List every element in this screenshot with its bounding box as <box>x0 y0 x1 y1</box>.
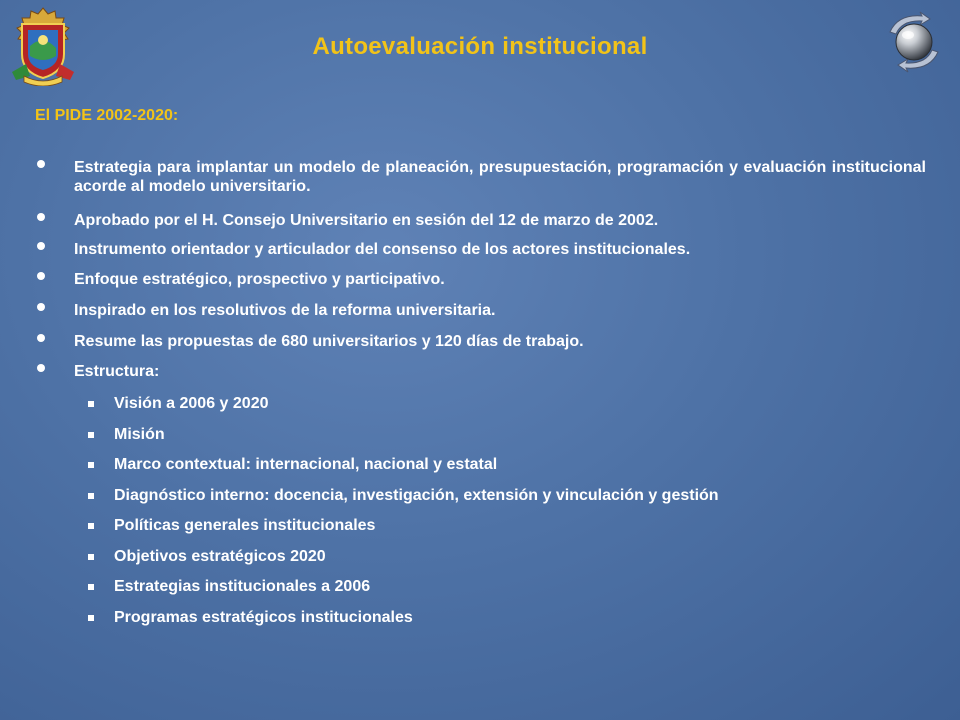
list-item: Resume las propuestas de 680 universitarios y 120 días de trabajo. <box>74 333 584 350</box>
bullet-dot <box>37 160 45 168</box>
bullet-dot <box>37 272 45 280</box>
sub-list-item: Estrategias institucionales a 2006 <box>114 578 371 595</box>
sub-bullet-square <box>88 462 94 468</box>
list-item: Enfoque estratégico, prospectivo y participativo. <box>74 271 445 288</box>
sub-bullet-square <box>88 523 94 529</box>
list-item: Estructura: <box>74 363 160 380</box>
university-logo <box>8 6 78 86</box>
list-item: Estrategia para implantar un modelo de planeación, presupuestación, programación y evaluación institucional acorde al modelo universitario. <box>74 159 926 195</box>
bullet-dot <box>37 303 45 311</box>
slide-title: Autoevaluación institucional <box>312 33 648 60</box>
sub-bullet-square <box>88 493 94 499</box>
bullet-dot <box>37 334 45 342</box>
sub-bullet-square <box>88 584 94 590</box>
sub-bullet-square <box>88 401 94 407</box>
bullet-dot <box>37 242 45 250</box>
section-subtitle: El PIDE 2002-2020: <box>35 107 179 124</box>
sub-list-item: Políticas generales institucionales <box>114 517 376 534</box>
list-item: Instrumento orientador y articulador del consenso de los actores institucionales. <box>74 241 691 258</box>
sub-bullet-square <box>88 432 94 438</box>
sub-list-item: Marco contextual: internacional, nacional y estatal <box>114 456 498 473</box>
bullet-dot <box>37 364 45 372</box>
sub-list-item: Programas estratégicos institucionales <box>114 609 413 626</box>
bullet-dot <box>37 213 45 221</box>
globe-with-arrows-icon <box>880 10 948 74</box>
sub-bullet-square <box>88 554 94 560</box>
sub-list-item: Objetivos estratégicos 2020 <box>114 548 326 565</box>
sub-list-item: Visión a 2006 y 2020 <box>114 395 269 412</box>
sub-bullet-square <box>88 615 94 621</box>
list-item: Inspirado en los resolutivos de la reforma universitaria. <box>74 302 496 319</box>
list-item: Aprobado por el H. Consejo Universitario en sesión del 12 de marzo de 2002. <box>74 212 659 229</box>
sub-list-item: Diagnóstico interno: docencia, investigación, extensión y vinculación y gestión <box>114 487 719 504</box>
sub-list-item: Misión <box>114 426 165 443</box>
